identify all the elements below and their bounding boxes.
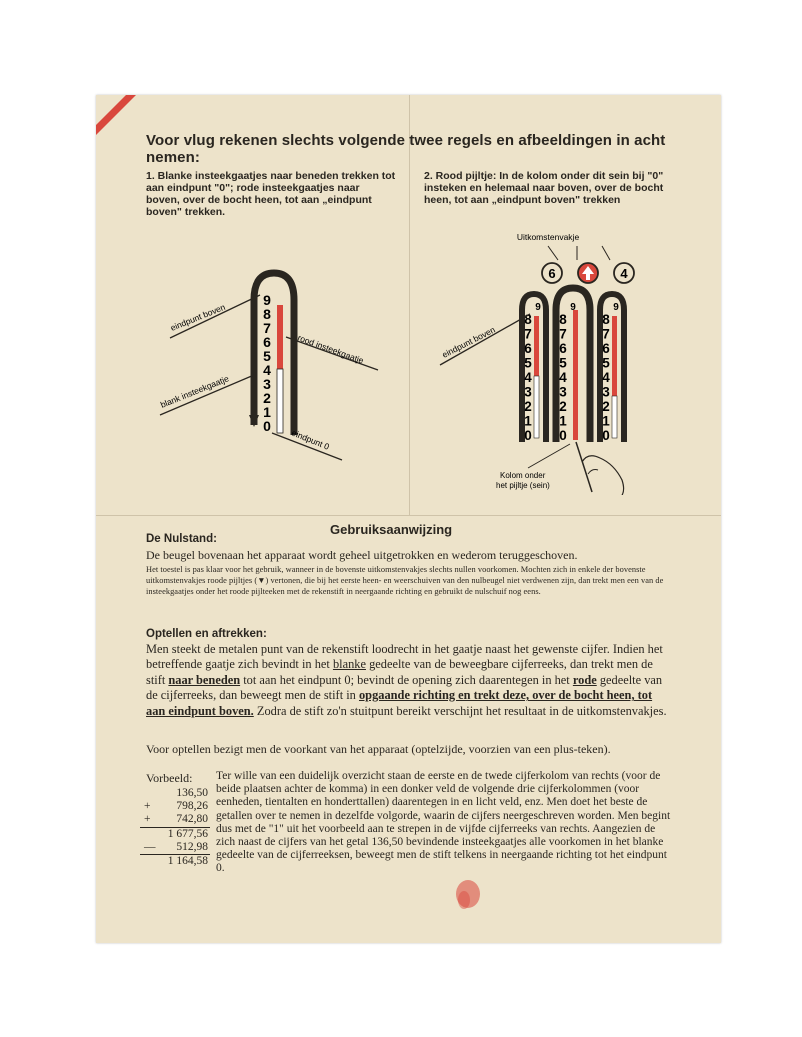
digit-label: 0	[559, 428, 567, 443]
digit-label: 6	[263, 334, 271, 350]
digit-label: 0	[602, 428, 610, 443]
digit-label: 9	[570, 302, 576, 313]
digit-label: 1	[559, 413, 567, 429]
digit-label: 0	[524, 428, 532, 443]
optellen-text-4: gedeelte van de cijferreeks, dan beweegt men de stift in	[146, 672, 663, 703]
digit-label: 0	[263, 418, 271, 434]
digit-label: 3	[559, 384, 567, 400]
calc-row	[140, 800, 210, 813]
digit-label: 6	[602, 341, 610, 356]
optellen-heading: Optellen en aftrekken:	[146, 628, 267, 640]
digit-label: 5	[602, 355, 610, 371]
digit-label: 1	[602, 413, 610, 429]
digit-label: 4	[602, 370, 610, 385]
calc-number: 1 677,56	[167, 827, 208, 840]
digit-label: 7	[263, 320, 271, 336]
emph-naar-beneden: naar beneden	[168, 672, 241, 687]
optellen-text-5: Zodra de stift zo'n stuitpunt bereikt verschijnt het resultaat in de uitkomstenvakjes.	[256, 703, 667, 718]
digit-label: 9	[263, 292, 271, 308]
hand-holding-stylus-icon	[576, 442, 624, 495]
label-eindpunt-boven-2: eindpunt boven	[440, 324, 497, 360]
digit-label: 7	[524, 326, 532, 342]
digit-label: 6	[524, 341, 532, 356]
digit-label: 5	[559, 355, 567, 371]
red-ink-stain	[448, 876, 488, 916]
calc-operator: +	[144, 800, 151, 813]
red-holes-strip	[277, 305, 283, 369]
pointer-kolom	[528, 444, 570, 468]
calc-row	[140, 855, 210, 868]
calc-row	[140, 841, 210, 855]
calc-operator: —	[144, 840, 156, 853]
page-title: Voor vlug rekenen slechts volgende twee regels en afbeeldingen in acht nemen:	[146, 132, 666, 166]
result-right-value: 4	[620, 266, 628, 281]
red-corner-mark	[96, 95, 136, 135]
calc-row	[140, 828, 210, 841]
digit-label: 7	[602, 326, 610, 342]
label-uitkomstenvakje: Uitkomstenvakje	[516, 232, 580, 242]
digit-label: 8	[559, 312, 567, 327]
calc-number: 512,98	[176, 840, 208, 853]
digit-label: 9	[613, 302, 619, 313]
digit-label: 2	[263, 390, 271, 406]
label-het-pijltje: het pijltje (sein)	[496, 481, 550, 490]
digit-label: 4	[263, 362, 271, 378]
calc-row	[140, 787, 210, 800]
digit-label: 8	[602, 312, 610, 327]
label-eindpunt-boven: eindpunt boven	[169, 301, 227, 333]
digit-label: 3	[263, 376, 271, 392]
digit-label: 8	[524, 312, 532, 327]
fold-line-horizontal	[96, 515, 721, 516]
digit-column	[263, 292, 271, 434]
digit-label: 2	[602, 399, 610, 414]
digit-label: 2	[559, 399, 567, 414]
calc-number: 742,80	[176, 813, 208, 826]
optellen-paragraph	[146, 642, 670, 719]
digit-label: 1	[524, 413, 532, 429]
nulstand-paragraph-1: De beugel bovenaan het apparaat wordt geheel uitgetrokken en wederom teruggeschoven.	[146, 548, 578, 562]
example-paragraph: Ter wille van een duidelijk overzicht staan de eerste en de twede cijferkolom van rechts (voor de beide plaatsen achter de komma) in een donker veld de volgende drie cijferkolommen (voor eenheden, tientalten en honderttallen) daarentegen in en licht veld, enz. Men doet het beste de getallen over te nemen in dezelfde volgorde, waarin de cijfers neergeschreven worden. Men begint dus met de "1" uit het voorbeeld aan te strepen in de vijfde cijferreeks van rechts. Aangezien de zich naast de cijfers van het getal 136,50 bevindende insteekgaatjes alle voorkomen in het blanke gedeelte van de cijferreeksen, beweegt men de stift telkens in neergaande richting tot het eindpunt 0.	[216, 770, 671, 875]
uitkomst-pointer-right	[602, 246, 610, 260]
digit-label: 2	[524, 399, 532, 414]
digit-label: 9	[535, 302, 541, 313]
digit-label: 3	[602, 384, 610, 400]
label-kolom-onder: Kolom onder	[500, 471, 546, 480]
label-eindpunt-0: eindpunt 0	[290, 427, 331, 452]
digit-label: 5	[524, 355, 532, 371]
digit-label: 5	[263, 348, 271, 364]
emph-opgaande: opgaande richting en trekt deze, over de bocht heen, tot aan eindpunt boven.	[146, 688, 653, 718]
digit-label: 8	[263, 306, 271, 322]
digit-label: 4	[559, 370, 567, 385]
rule-1-text: 1. Blanke insteekgaatjes naar beneden trekken tot aan eindpunt "0"; rode insteekgaatjes naar boven, over de bocht heen, tot aan „eindpunt boven" trekken.	[146, 170, 396, 218]
digit-label: 3	[524, 384, 532, 400]
label-blank-insteekgaatje: blank insteekgaatje	[159, 373, 231, 410]
uitkomst-pointer-left	[548, 246, 558, 260]
rule-2-text: 2. Rood pijltje: In de kolom onder dit sein bij "0" insteken en helemaal naar boven, over de bocht heen, tot aan „eindpunt boven" trekken	[424, 170, 664, 206]
white-holes-strip	[277, 369, 283, 433]
example-calculation	[140, 787, 210, 868]
section-title: Gebruiksaanwijzing	[330, 522, 453, 537]
voorbeeld-label: Vorbeeld:	[146, 771, 193, 785]
figure-rule-2	[430, 230, 665, 495]
digit-label: 4	[524, 370, 532, 385]
pointer-eindpunt-boven	[170, 295, 260, 338]
calc-number: 136,50	[176, 787, 208, 799]
label-rood-insteekgaatje: rood insteekgaatje	[296, 332, 366, 366]
figure-rule-1	[150, 265, 400, 480]
optellen-text-3: tot aan het eindpunt 0; bevindt de opening zich daarentegen in het	[243, 672, 570, 687]
calc-number: 798,26	[176, 800, 208, 813]
pointer-eindpunt-boven-2	[440, 314, 530, 365]
emph-rode: rode	[572, 672, 597, 687]
nulstand-paragraph-2: Het toestel is pas klaar voor het gebruik, wanneer in de bovenste uitkomstenvakjes slechts nullen voorkomen. Mochten zich in enkele der bovenste uitkomstenvakjes roode pijltjes (▼) vertonen, die bij het eerste heen- en weerschuiven van den nulbeugel niet verdwenen zijn, dan trekt men een van de insteekgaatjes onder het roode pijlteeken met de rekenstift in neergaande richting en gebruikt de nulschuif nog eens.	[146, 565, 664, 596]
digit-label: 1	[263, 404, 271, 420]
digit-label: 6	[559, 341, 567, 356]
calc-number: 1 164,58	[167, 854, 208, 867]
nulstand-heading: De Nulstand:	[146, 533, 217, 545]
voorkant-paragraph: Voor optellen bezigt men de voorkant van het apparaat (optelzijde, voorzien van een plus-teken).	[146, 742, 611, 756]
calc-operator: +	[144, 813, 151, 826]
emph-blanke: blanke	[332, 657, 366, 672]
calc-row	[140, 813, 210, 827]
result-left-value: 6	[548, 266, 556, 281]
digit-label: 7	[559, 326, 567, 342]
optellen-text-1: Men steekt de metalen punt van de rekenstift loodrecht in het gaatje naast het gewenste cijfer. Indien het betreffende gaatje zich bevindt in het	[146, 642, 663, 672]
optellen-text-2: gedeelte van de beweegbare cijferreeks, dan trekt men de stift	[146, 657, 653, 687]
